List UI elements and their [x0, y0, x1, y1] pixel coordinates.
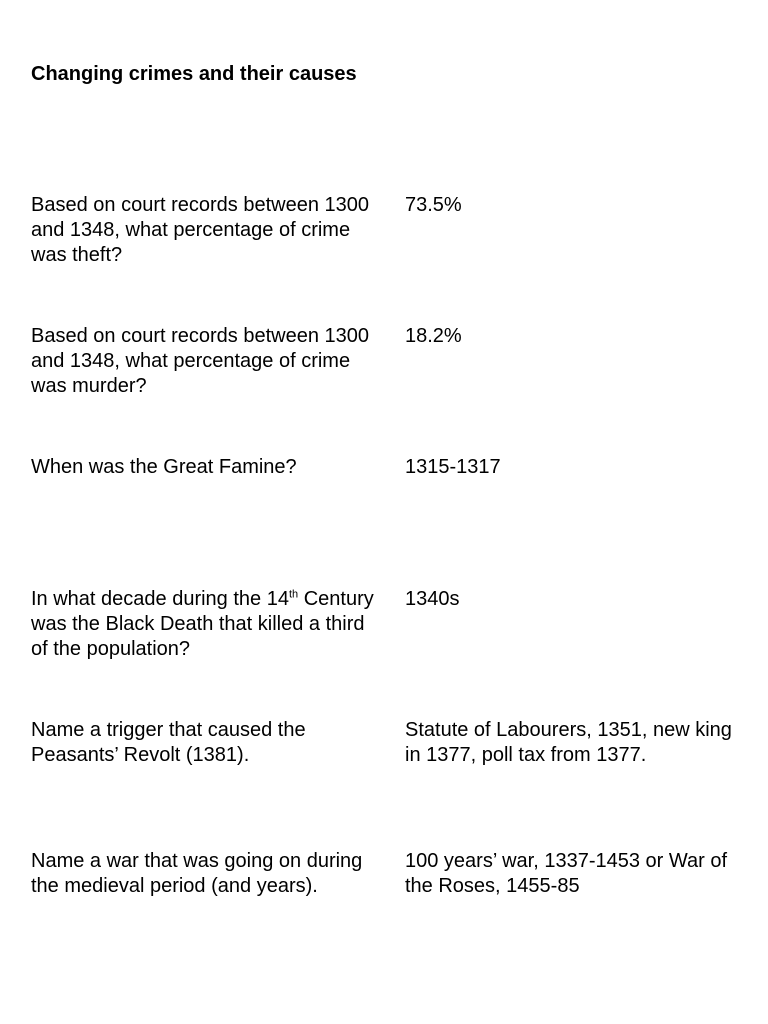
- question-murder-percentage: Based on court records between 1300 and 1348, what percentage of crime was murder?: [31, 325, 369, 397]
- answer-theft-percentage: 73.5%: [405, 194, 462, 216]
- answer-medieval-war: 100 years’ war, 1337-1453 or War of the Roses, 1455-85: [405, 850, 728, 897]
- ordinal-suffix: th: [288, 588, 299, 601]
- question-black-death-text-start: In what decade during the 14: [31, 588, 289, 610]
- question-black-death: [31, 587, 376, 662]
- answer-black-death: 1340s: [405, 588, 460, 610]
- page-title: Changing crimes and their causes: [31, 63, 357, 85]
- question-peasants-revolt-trigger: Name a trigger that caused the Peasants’ Revolt (1381).: [31, 719, 306, 766]
- answer-peasants-revolt-trigger: Statute of Labourers, 1351, new king in 1377, poll tax from 1377.: [405, 719, 732, 766]
- answer-great-famine: 1315-1317: [405, 456, 501, 478]
- question-black-death-text-end: Century was the Black Death that killed a third of the population?: [31, 588, 374, 660]
- question-great-famine: When was the Great Famine?: [31, 456, 297, 478]
- answer-murder-percentage: 18.2%: [405, 325, 462, 347]
- question-medieval-war: Name a war that was going on during the medieval period (and years).: [31, 850, 363, 897]
- question-theft-percentage: Based on court records between 1300 and 1348, what percentage of crime was theft?: [31, 194, 369, 266]
